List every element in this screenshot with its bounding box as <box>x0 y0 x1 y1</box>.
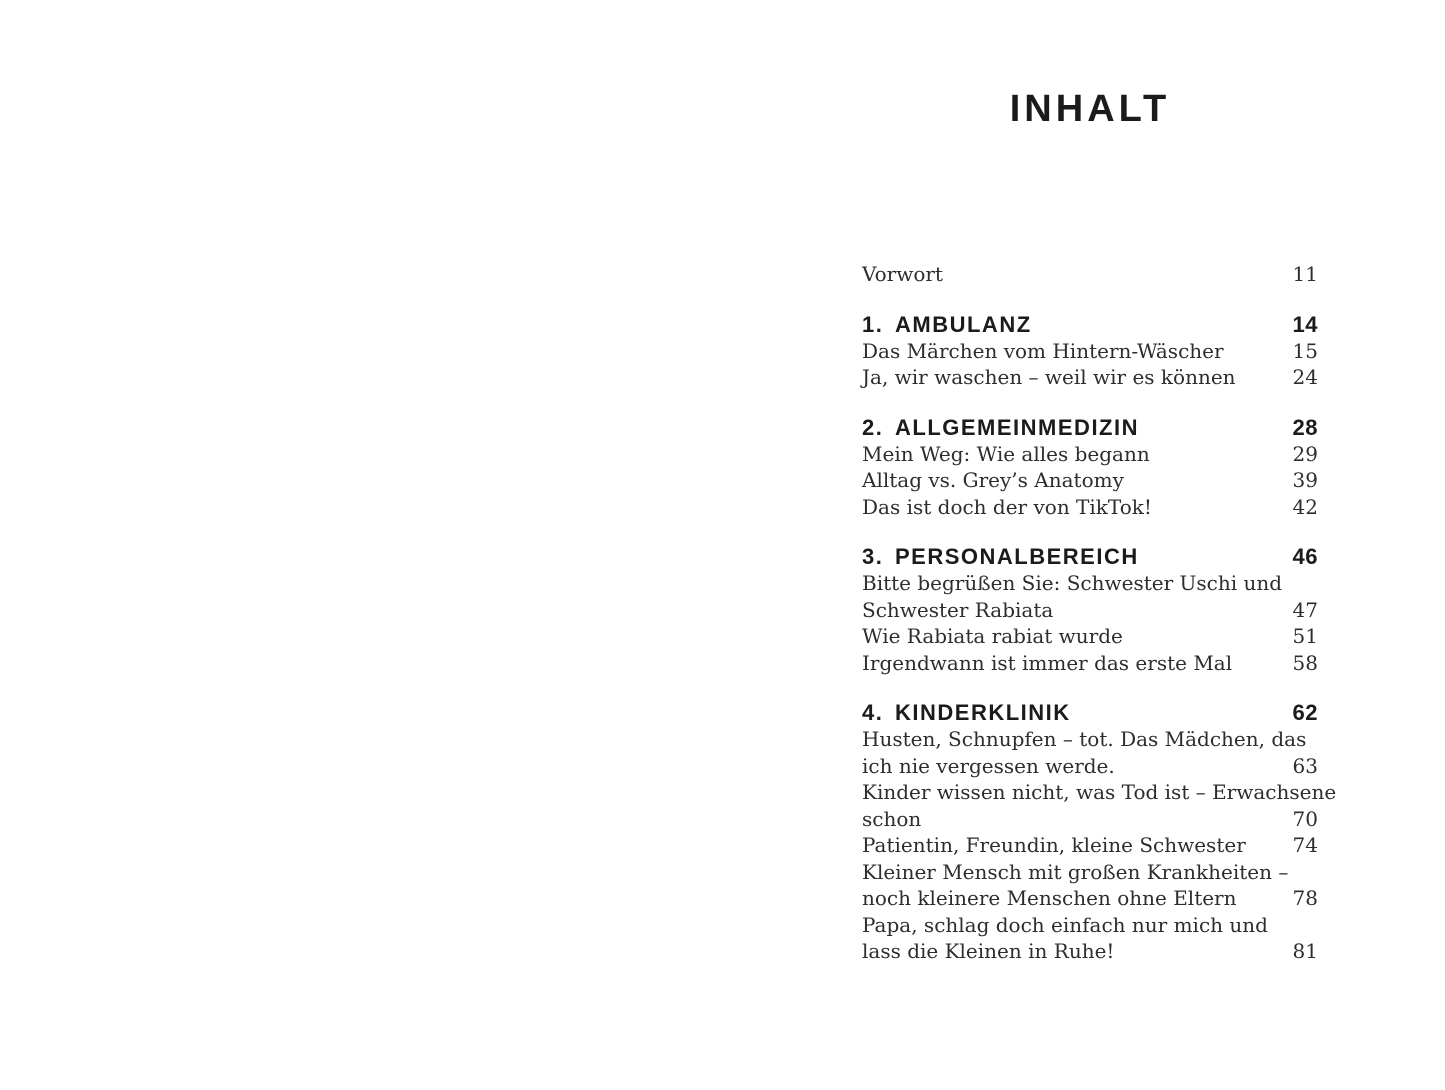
entry-page-number: 70 <box>1292 806 1318 831</box>
entry-page-number: 24 <box>1292 365 1318 389</box>
entry-page-number: 81 <box>1292 939 1318 963</box>
toc-entry-line <box>862 938 1318 965</box>
entry-page-number: 42 <box>1292 494 1318 519</box>
toc-entry-line <box>862 364 1318 391</box>
toc-entry-line <box>862 338 1318 365</box>
section-number: 3. <box>862 544 884 569</box>
section-number: 1. <box>862 311 884 337</box>
section-page-number: 46 <box>1292 544 1318 569</box>
entry-title: Husten, Schnupfen – tot. Das Mädchen, das <box>862 727 1307 751</box>
entry-page-number: 11 <box>1292 262 1318 286</box>
entry-page-number: 39 <box>1292 468 1318 492</box>
section-heading-text <box>862 414 1139 441</box>
entry-page-number: 29 <box>1292 441 1318 466</box>
toc-entry-line <box>862 597 1318 624</box>
section-page-number: 62 <box>1292 700 1318 725</box>
section-title: PERSONALBEREICH <box>895 544 1139 569</box>
toc-entry-line <box>862 832 1318 859</box>
section-heading-text <box>862 699 1071 726</box>
toc-entry-line <box>862 441 1318 468</box>
toc-entry-line <box>862 726 1318 753</box>
entry-page-number: 63 <box>1292 753 1318 778</box>
entry-title: Wie Rabiata rabiat wurde <box>862 624 1123 648</box>
entry-page-number: 51 <box>1292 624 1318 648</box>
section-heading-text <box>862 543 1139 570</box>
section-heading <box>862 311 1318 338</box>
section-number: 4. <box>862 700 884 725</box>
toc-entry-line <box>862 859 1318 886</box>
entry-title: ich nie vergessen werde. <box>862 753 1115 778</box>
entry-title: lass die Kleinen in Ruhe! <box>862 939 1115 963</box>
toc-entry-line <box>862 494 1318 521</box>
section-page-number: 14 <box>1292 311 1318 337</box>
section-title: AMBULANZ <box>895 311 1032 337</box>
toc-entry-line <box>862 753 1318 780</box>
entry-title: Patientin, Freundin, kleine Schwester <box>862 833 1246 857</box>
section-heading <box>862 543 1318 570</box>
entry-title: Kleiner Mensch mit großen Krankheiten – <box>862 859 1289 884</box>
toc-entry-line <box>862 779 1337 806</box>
section-number: 2. <box>862 414 884 440</box>
toc <box>862 261 1337 965</box>
entry-title: Schwester Rabiata <box>862 597 1054 622</box>
section-title: ALLGEMEINMEDIZIN <box>895 414 1139 440</box>
section-page-number: 28 <box>1292 414 1318 440</box>
entry-title: Irgendwann ist immer das erste Mal <box>862 650 1233 675</box>
section-heading <box>862 699 1318 726</box>
toc-entry-line <box>862 261 1318 288</box>
entry-page-number: 15 <box>1292 338 1318 363</box>
toc-entry-line <box>862 570 1318 597</box>
entry-title: Das ist doch der von TikTok! <box>862 494 1152 519</box>
toc-entry-line <box>862 806 1318 833</box>
section-title: KINDERKLINIK <box>895 700 1071 725</box>
toc-entry-line <box>862 467 1318 494</box>
section-heading-text <box>862 311 1032 338</box>
toc-entry-line <box>862 623 1318 650</box>
toc-entry-line <box>862 885 1318 912</box>
entry-title: Mein Weg: Wie alles begann <box>862 441 1150 466</box>
entry-page-number: 58 <box>1292 650 1318 675</box>
entry-title: Das Märchen vom Hintern-Wäscher <box>862 338 1224 363</box>
entry-title: Bitte begrüßen Sie: Schwester Uschi und <box>862 571 1283 595</box>
entry-title: Papa, schlag doch einfach nur mich und <box>862 912 1268 937</box>
toc-entry-line <box>862 912 1318 939</box>
entry-page-number: 47 <box>1292 597 1318 622</box>
entry-page-number: 74 <box>1292 833 1318 857</box>
page-title: INHALT <box>1009 88 1171 130</box>
section-heading <box>862 414 1318 441</box>
entry-title: Ja, wir waschen – weil wir es können <box>862 365 1236 389</box>
toc-entry-line <box>862 650 1318 677</box>
entry-title: Vorwort <box>862 262 943 286</box>
entry-title: Alltag vs. Grey’s Anatomy <box>862 468 1124 492</box>
entry-title: noch kleinere Menschen ohne Eltern <box>862 886 1237 910</box>
entry-title: schon <box>862 806 922 831</box>
entry-page-number: 78 <box>1292 886 1318 910</box>
entry-title: Kinder wissen nicht, was Tod ist – Erwachsene <box>862 780 1337 804</box>
